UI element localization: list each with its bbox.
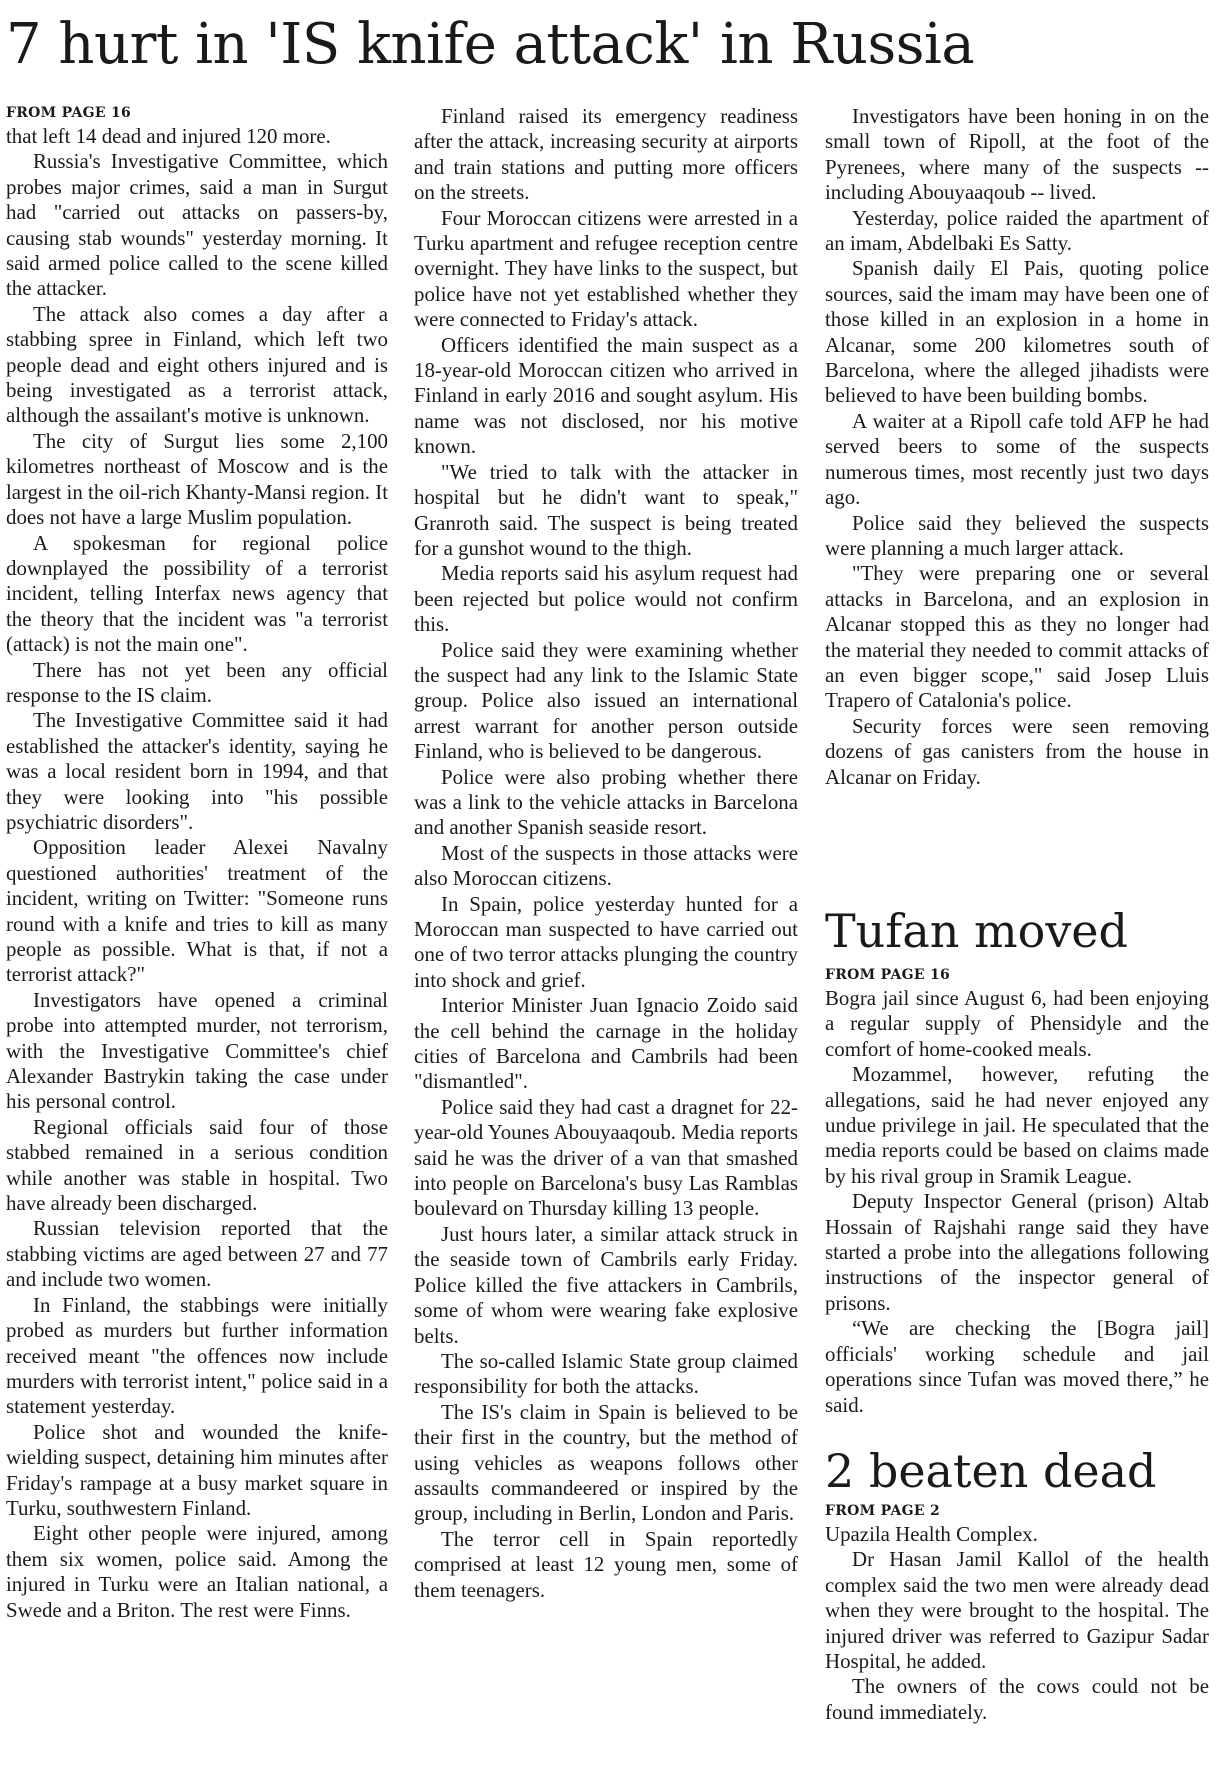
- paragraph: Finland raised its emergency readiness after the attack, increasing security at airports and train stations and putting more officers on the streets.: [414, 104, 798, 205]
- paragraph: A spokesman for regional police downplayed the possibility of a terrorist incident, telling Interfax news agency that the theory that the incident was "a terrorist (attack) is not the main one".: [6, 530, 388, 657]
- article-column-3: [825, 104, 1209, 790]
- main-headline: 7 hurt in 'IS knife attack' in Russia: [6, 12, 975, 77]
- paragraph: Russian television reported that the stabbing victims are aged between 27 and 77 and include two women.: [6, 1216, 388, 1292]
- paragraph: Bogra jail since August 6, had been enjoying a regular supply of Phensidyle and the comfort of home-cooked meals.: [825, 986, 1209, 1061]
- paragraph: Police were also probing whether there was a link to the vehicle attacks in Barcelona and another Spanish seaside resort.: [414, 764, 798, 840]
- paragraph: Interior Minister Juan Ignacio Zoido said the cell behind the carnage in the holiday cities of Barcelona and Cambrils had been "dismantled".: [414, 993, 798, 1094]
- paragraph: that left 14 dead and injured 120 more.: [6, 124, 331, 148]
- paragraph: In Spain, police yesterday hunted for a Moroccan man suspected to have carried out one of two terror attacks plunging the country into shock and grief.: [414, 891, 798, 992]
- paragraph: Spanish daily El Pais, quoting police sources, said the imam may have been one of those killed in an explosion in a home in Alcanar, some 200 kilometres south of Barcelona, where the alleged jihadists were believed to have been building bombs.: [825, 256, 1209, 408]
- paragraph: The IS's claim in Spain is believed to be their first in the country, but the method of using vehicles as weapons follows other assaults commandeered or inspired by the group, including in Berlin, London and Paris.: [414, 1399, 798, 1526]
- paragraph: Police said they believed the suspects were planning a much larger attack.: [825, 510, 1209, 560]
- paragraph: Police said they were examining whether the suspect had any link to the Islamic State group. Police also issued an international arrest warrant for another person outside Finland, who is believed to be dangerous.: [414, 637, 798, 764]
- paragraph: Police said they had cast a dragnet for 22-year-old Younes Abouyaaqoub. Media reports said he was the driver of a van that smashed into people on Barcelona's busy Las Ramblas boulevard on Thursday killing 13 people.: [414, 1094, 798, 1221]
- article-column-2: [414, 104, 798, 1603]
- paragraph: Police shot and wounded the knife-wielding suspect, detaining him minutes after Friday's rampage at a busy market square in Turku, southwestern Finland.: [6, 1419, 388, 1520]
- paragraph: "We tried to talk with the attacker in hospital but he didn't want to speak," Granroth said. The suspect is being treated for a gunshot wound to the thigh.: [414, 459, 798, 560]
- paragraph: "They were preparing one or several attacks in Barcelona, and an explosion in Alcanar stopped this as they no longer had the material they needed to commit attacks of an even bigger scope," said Josep Lluis Trapero of Catalonia's police.: [825, 561, 1209, 713]
- paragraph: Investigators have opened a criminal probe into attempted murder, not terrorism, with the Investigative Committee's chief Alexander Bastrykin taking the case under his personal control.: [6, 987, 388, 1114]
- from-page-label: FROM PAGE 16: [825, 967, 951, 983]
- paragraph: Russia's Investigative Committee, which probes major crimes, said a man in Surgut had "carried out attacks on passers-by, causing stab wounds" yesterday morning. It said armed police called to the scene killed the attacker.: [6, 149, 388, 301]
- paragraph: There has not yet been any official response to the IS claim.: [6, 657, 388, 707]
- paragraph: Just hours later, a similar attack struck in the seaside town of Cambrils early Friday. Police killed the five attackers in Cambrils, some of whom were wearing fake explosive belts.: [414, 1221, 798, 1348]
- paragraph: Dr Hasan Jamil Kallol of the health complex said the two men were already dead when they were brought to the hospital. The injured driver was referred to Gazipur Sadar Hospital, he added.: [825, 1547, 1209, 1674]
- paragraph: Eight other people were injured, among them six women, police said. Among the injured in Turku were an Italian national, a Swede and a Briton. The rest were Finns.: [6, 1521, 388, 1622]
- paragraph: The attack also comes a day after a stabbing spree in Finland, which left two people dead and eight others injured and is being investigated as a terrorist attack, although the assailant's motive is unknown.: [6, 301, 388, 428]
- paragraph: Upazila Health Complex.: [825, 1522, 1038, 1546]
- paragraph: Regional officials said four of those stabbed remained in a serious condition while another was stable in hospital. Two have already been discharged.: [6, 1114, 388, 1216]
- paragraph: Deputy Inspector General (prison) Altab Hossain of Rajshahi range said they have started a probe into the allegations following instructions of the inspector general of prisons.: [825, 1189, 1209, 1315]
- article-column-1: [6, 104, 388, 1623]
- paragraph: Opposition leader Alexei Navalny questioned authorities' treatment of the incident, writing on Twitter: "Someone runs round with a knife and tries to kill as many people as possible. What is that, if not a terrorist attack?": [6, 835, 388, 987]
- paragraph: The owners of the cows could not be found immediately.: [825, 1674, 1209, 1724]
- paragraph: Yesterday, police raided the apartment of an imam, Abdelbaki Es Satty.: [825, 205, 1209, 256]
- from-page-label: FROM PAGE 16: [6, 105, 132, 121]
- paragraph: Four Moroccan citizens were arrested in a Turku apartment and refugee reception centre overnight. They have links to the suspect, but police have not yet established whether they were connected to Friday's attack.: [414, 205, 798, 332]
- paragraph: Mozammel, however, refuting the allegations, said he had never enjoyed any undue privilege in jail. He speculated that the media reports could be based on claims made by his rival group in Sramik League.: [825, 1062, 1209, 1188]
- paragraph: Investigators have been honing in on the small town of Ripoll, at the foot of the Pyrenees, where many of the suspects -- including Abouyaaqoub -- lived.: [825, 104, 1209, 205]
- tufan-moved-article: [825, 904, 1209, 1418]
- paragraph: A waiter at a Ripoll cafe told AFP he had served beers to some of the suspects numerous times, most recently just two days ago.: [825, 408, 1209, 510]
- paragraph: Most of the suspects in those attacks were also Moroccan citizens.: [414, 840, 798, 891]
- from-page-label: FROM PAGE 2: [825, 1503, 941, 1519]
- paragraph: The Investigative Committee said it had established the attacker's identity, saying he was a local resident born in 1994, and that they were looking into "his possible psychiatric disorders".: [6, 708, 388, 834]
- paragraph: The city of Surgut lies some 2,100 kilometres northeast of Moscow and is the largest in the oil-rich Khanty-Mansi region. It does not have a large Muslim population.: [6, 428, 388, 530]
- paragraph: “We are checking the [Bogra jail] officials' working schedule and jail operations since Tufan was moved there,” he said.: [825, 1316, 1209, 1417]
- paragraph: Officers identified the main suspect as a 18-year-old Moroccan citizen who arrived in Finland in early 2016 and sought asylum. His name was not disclosed, nor his motive known.: [414, 332, 798, 459]
- beaten-dead-article: [825, 1444, 1209, 1725]
- beaten-headline: 2 beaten dead: [825, 1444, 1157, 1498]
- paragraph: In Finland, the stabbings were initially probed as murders but further information received meant "the offences now include murders with terrorist intent," police said in a statement yesterday.: [6, 1292, 388, 1419]
- tufan-headline: Tufan moved: [825, 904, 1128, 958]
- paragraph: Security forces were seen removing dozens of gas canisters from the house in Alcanar on Friday.: [825, 713, 1209, 789]
- paragraph: Media reports said his asylum request had been rejected but police would not confirm this.: [414, 561, 798, 637]
- paragraph: The so-called Islamic State group claimed responsibility for both the attacks.: [414, 1348, 798, 1399]
- paragraph: The terror cell in Spain reportedly comprised at least 12 young men, some of them teenagers.: [414, 1526, 798, 1602]
